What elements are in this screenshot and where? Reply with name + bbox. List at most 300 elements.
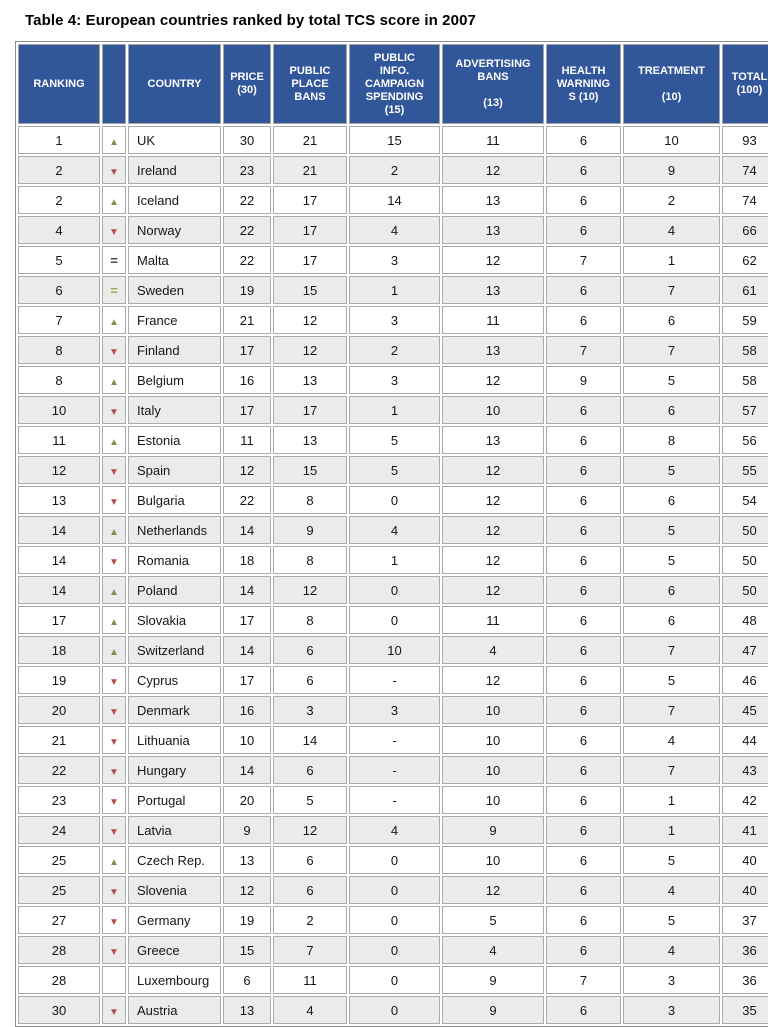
price-cell: 19 <box>223 276 271 304</box>
advertising-bans-cell: 11 <box>442 306 544 334</box>
treatment-cell: 1 <box>623 246 720 274</box>
treatment-cell: 4 <box>623 936 720 964</box>
ranking-cell: 4 <box>18 216 100 244</box>
country-cell: Switzerland <box>128 636 221 664</box>
total-cell: 37 <box>722 906 768 934</box>
public-place-bans-cell: 11 <box>273 966 347 994</box>
health-warnings-cell: 6 <box>546 636 621 664</box>
trend-cell <box>102 636 126 664</box>
total-cell: 48 <box>722 606 768 634</box>
health-warnings-cell: 7 <box>546 246 621 274</box>
ranking-cell: 12 <box>18 456 100 484</box>
table-row <box>18 906 768 934</box>
column-header-public-place-bans: PUBLIC PLACE BANS <box>273 44 347 124</box>
ranking-cell: 11 <box>18 426 100 454</box>
price-cell: 21 <box>223 306 271 334</box>
table-row <box>18 756 768 784</box>
country-cell: Sweden <box>128 276 221 304</box>
price-cell: 10 <box>223 726 271 754</box>
health-warnings-cell: 7 <box>546 336 621 364</box>
advertising-bans-cell: 12 <box>442 576 544 604</box>
public-place-bans-cell: 9 <box>273 516 347 544</box>
column-header-advertising-bans: ADVERTISING BANS (13) <box>442 44 544 124</box>
total-cell: 62 <box>722 246 768 274</box>
advertising-bans-cell: 12 <box>442 246 544 274</box>
health-warnings-cell: 6 <box>546 996 621 1024</box>
advertising-bans-cell: 10 <box>442 396 544 424</box>
health-warnings-cell: 6 <box>546 756 621 784</box>
total-cell: 56 <box>722 426 768 454</box>
country-cell: Malta <box>128 246 221 274</box>
down-arrow-icon: ▼ <box>109 946 119 958</box>
table-row <box>18 786 768 814</box>
trend-cell <box>102 396 126 424</box>
advertising-bans-cell: 12 <box>442 156 544 184</box>
country-cell: Germany <box>128 906 221 934</box>
health-warnings-cell: 6 <box>546 726 621 754</box>
table-row <box>18 546 768 574</box>
total-cell: 46 <box>722 666 768 694</box>
table-row <box>18 606 768 634</box>
tcs-score-table <box>15 41 768 1027</box>
health-warnings-cell: 6 <box>546 426 621 454</box>
treatment-cell: 3 <box>623 996 720 1024</box>
health-warnings-cell: 6 <box>546 546 621 574</box>
treatment-cell: 4 <box>623 876 720 904</box>
header-row <box>18 44 768 124</box>
advertising-bans-cell: 9 <box>442 966 544 994</box>
trend-cell <box>102 306 126 334</box>
trend-cell <box>102 336 126 364</box>
trend-cell <box>102 816 126 844</box>
treatment-cell: 8 <box>623 426 720 454</box>
up-arrow-icon: ▲ <box>109 526 119 538</box>
ranking-cell: 28 <box>18 936 100 964</box>
advertising-bans-cell: 10 <box>442 696 544 724</box>
country-cell: Portugal <box>128 786 221 814</box>
price-cell: 17 <box>223 396 271 424</box>
trend-cell <box>102 246 126 274</box>
ranking-cell: 14 <box>18 546 100 574</box>
public-info-spending-cell: 1 <box>349 396 440 424</box>
public-place-bans-cell: 3 <box>273 696 347 724</box>
total-cell: 93 <box>722 126 768 154</box>
public-place-bans-cell: 17 <box>273 246 347 274</box>
total-cell: 61 <box>722 276 768 304</box>
total-cell: 40 <box>722 846 768 874</box>
table-row <box>18 516 768 544</box>
public-info-spending-cell: 5 <box>349 426 440 454</box>
treatment-cell: 3 <box>623 966 720 994</box>
price-cell: 17 <box>223 336 271 364</box>
total-cell: 74 <box>722 156 768 184</box>
total-cell: 45 <box>722 696 768 724</box>
country-cell: Lithuania <box>128 726 221 754</box>
treatment-cell: 6 <box>623 306 720 334</box>
table-row <box>18 576 768 604</box>
table-row <box>18 936 768 964</box>
table-row <box>18 186 768 214</box>
trend-cell <box>102 756 126 784</box>
trend-cell <box>102 906 126 934</box>
public-place-bans-cell: 13 <box>273 426 347 454</box>
public-info-spending-cell: 0 <box>349 876 440 904</box>
public-place-bans-cell: 17 <box>273 186 347 214</box>
table-row <box>18 216 768 244</box>
public-info-spending-cell: 0 <box>349 576 440 604</box>
ranking-cell: 25 <box>18 846 100 874</box>
country-cell: Latvia <box>128 816 221 844</box>
advertising-bans-cell: 12 <box>442 546 544 574</box>
down-arrow-icon: ▼ <box>109 556 119 568</box>
treatment-cell: 1 <box>623 786 720 814</box>
up-arrow-icon: ▲ <box>109 646 119 658</box>
trend-cell <box>102 486 126 514</box>
trend-cell <box>102 426 126 454</box>
price-cell: 30 <box>223 126 271 154</box>
trend-cell <box>102 186 126 214</box>
country-cell: Romania <box>128 546 221 574</box>
health-warnings-cell: 6 <box>546 396 621 424</box>
total-cell: 57 <box>722 396 768 424</box>
price-cell: 12 <box>223 876 271 904</box>
public-place-bans-cell: 12 <box>273 336 347 364</box>
price-cell: 14 <box>223 756 271 784</box>
price-cell: 13 <box>223 846 271 874</box>
table-row <box>18 966 768 994</box>
public-info-spending-cell: 3 <box>349 246 440 274</box>
public-info-spending-cell: 3 <box>349 306 440 334</box>
ranking-cell: 28 <box>18 966 100 994</box>
up-arrow-icon: ▲ <box>109 616 119 628</box>
health-warnings-cell: 6 <box>546 696 621 724</box>
public-info-spending-cell: 4 <box>349 816 440 844</box>
total-cell: 54 <box>722 486 768 514</box>
ranking-cell: 14 <box>18 576 100 604</box>
public-info-spending-cell: 2 <box>349 156 440 184</box>
public-info-spending-cell: 15 <box>349 126 440 154</box>
column-header-health-warnings: HEALTH WARNING S (10) <box>546 44 621 124</box>
ranking-cell: 22 <box>18 756 100 784</box>
ranking-cell: 8 <box>18 336 100 364</box>
table-row <box>18 366 768 394</box>
public-place-bans-cell: 12 <box>273 816 347 844</box>
table-row <box>18 396 768 424</box>
health-warnings-cell: 6 <box>546 156 621 184</box>
country-cell: UK <box>128 126 221 154</box>
advertising-bans-cell: 13 <box>442 186 544 214</box>
table-title: Table 4: European countries ranked by total TCS score in 2007 <box>25 12 476 29</box>
public-place-bans-cell: 8 <box>273 486 347 514</box>
public-info-spending-cell: 2 <box>349 336 440 364</box>
advertising-bans-cell: 4 <box>442 636 544 664</box>
treatment-cell: 2 <box>623 186 720 214</box>
advertising-bans-cell: 13 <box>442 336 544 364</box>
health-warnings-cell: 6 <box>546 276 621 304</box>
health-warnings-cell: 6 <box>546 216 621 244</box>
ranking-cell: 17 <box>18 606 100 634</box>
advertising-bans-cell: 11 <box>442 126 544 154</box>
treatment-cell: 7 <box>623 276 720 304</box>
country-cell: Ireland <box>128 156 221 184</box>
total-cell: 43 <box>722 756 768 784</box>
health-warnings-cell: 6 <box>546 126 621 154</box>
treatment-cell: 9 <box>623 156 720 184</box>
trend-cell <box>102 366 126 394</box>
health-warnings-cell: 6 <box>546 486 621 514</box>
public-place-bans-cell: 14 <box>273 726 347 754</box>
up-arrow-icon: ▲ <box>109 136 119 148</box>
total-cell: 50 <box>722 576 768 604</box>
price-cell: 22 <box>223 186 271 214</box>
country-cell: Luxembourg <box>128 966 221 994</box>
table-header <box>18 44 768 124</box>
treatment-cell: 4 <box>623 726 720 754</box>
advertising-bans-cell: 12 <box>442 366 544 394</box>
trend-cell <box>102 216 126 244</box>
total-cell: 50 <box>722 546 768 574</box>
public-info-spending-cell: 3 <box>349 696 440 724</box>
health-warnings-cell: 6 <box>546 666 621 694</box>
total-cell: 35 <box>722 996 768 1024</box>
health-warnings-cell: 6 <box>546 786 621 814</box>
public-info-spending-cell: - <box>349 666 440 694</box>
price-cell: 14 <box>223 636 271 664</box>
ranking-cell: 30 <box>18 996 100 1024</box>
health-warnings-cell: 6 <box>546 606 621 634</box>
country-cell: Finland <box>128 336 221 364</box>
price-cell: 6 <box>223 966 271 994</box>
down-arrow-icon: ▼ <box>109 226 119 238</box>
public-place-bans-cell: 6 <box>273 756 347 784</box>
up-arrow-icon: ▲ <box>109 376 119 388</box>
table-row <box>18 456 768 484</box>
price-cell: 16 <box>223 366 271 394</box>
total-cell: 42 <box>722 786 768 814</box>
treatment-cell: 7 <box>623 336 720 364</box>
advertising-bans-cell: 12 <box>442 456 544 484</box>
advertising-bans-cell: 9 <box>442 996 544 1024</box>
advertising-bans-cell: 9 <box>442 816 544 844</box>
public-place-bans-cell: 8 <box>273 546 347 574</box>
down-arrow-icon: ▼ <box>109 406 119 418</box>
advertising-bans-cell: 10 <box>442 756 544 784</box>
trend-cell <box>102 516 126 544</box>
total-cell: 55 <box>722 456 768 484</box>
country-cell: Iceland <box>128 186 221 214</box>
country-cell: Poland <box>128 576 221 604</box>
country-cell: Cyprus <box>128 666 221 694</box>
country-cell: Denmark <box>128 696 221 724</box>
country-cell: Bulgaria <box>128 486 221 514</box>
public-info-spending-cell: 3 <box>349 366 440 394</box>
advertising-bans-cell: 10 <box>442 846 544 874</box>
health-warnings-cell: 6 <box>546 846 621 874</box>
ranking-cell: 23 <box>18 786 100 814</box>
treatment-cell: 6 <box>623 606 720 634</box>
public-place-bans-cell: 17 <box>273 396 347 424</box>
down-arrow-icon: ▼ <box>109 766 119 778</box>
down-arrow-icon: ▼ <box>109 1006 119 1018</box>
trend-cell <box>102 666 126 694</box>
public-place-bans-cell: 6 <box>273 666 347 694</box>
public-place-bans-cell: 5 <box>273 786 347 814</box>
table-row <box>18 156 768 184</box>
ranking-cell: 24 <box>18 816 100 844</box>
total-cell: 50 <box>722 516 768 544</box>
advertising-bans-cell: 12 <box>442 876 544 904</box>
public-place-bans-cell: 12 <box>273 306 347 334</box>
treatment-cell: 6 <box>623 576 720 604</box>
country-cell: Italy <box>128 396 221 424</box>
treatment-cell: 5 <box>623 546 720 574</box>
column-header-country: COUNTRY <box>128 44 221 124</box>
advertising-bans-cell: 10 <box>442 726 544 754</box>
health-warnings-cell: 6 <box>546 516 621 544</box>
treatment-cell: 6 <box>623 486 720 514</box>
total-cell: 36 <box>722 936 768 964</box>
table-row <box>18 126 768 154</box>
price-cell: 11 <box>223 426 271 454</box>
treatment-cell: 5 <box>623 456 720 484</box>
total-cell: 47 <box>722 636 768 664</box>
public-info-spending-cell: 0 <box>349 936 440 964</box>
trend-cell <box>102 786 126 814</box>
down-arrow-icon: ▼ <box>109 496 119 508</box>
price-cell: 19 <box>223 906 271 934</box>
up-arrow-icon: ▲ <box>109 856 119 868</box>
column-header-public-info-campaign-spending: PUBLIC INFO. CAMPAIGN SPENDING (15) <box>349 44 440 124</box>
health-warnings-cell: 6 <box>546 576 621 604</box>
down-arrow-icon: ▼ <box>109 166 119 178</box>
down-arrow-icon: ▼ <box>109 706 119 718</box>
column-header-treatment: TREATMENT (10) <box>623 44 720 124</box>
down-arrow-icon: ▼ <box>109 676 119 688</box>
public-place-bans-cell: 21 <box>273 126 347 154</box>
price-cell: 23 <box>223 156 271 184</box>
treatment-cell: 5 <box>623 906 720 934</box>
public-place-bans-cell: 15 <box>273 276 347 304</box>
table-row <box>18 486 768 514</box>
price-cell: 9 <box>223 816 271 844</box>
trend-cell <box>102 876 126 904</box>
treatment-cell: 5 <box>623 516 720 544</box>
health-warnings-cell: 6 <box>546 876 621 904</box>
public-place-bans-cell: 15 <box>273 456 347 484</box>
total-cell: 41 <box>722 816 768 844</box>
advertising-bans-cell: 4 <box>442 936 544 964</box>
price-cell: 13 <box>223 996 271 1024</box>
health-warnings-cell: 6 <box>546 306 621 334</box>
public-place-bans-cell: 13 <box>273 366 347 394</box>
treatment-cell: 7 <box>623 696 720 724</box>
down-arrow-icon: ▼ <box>109 796 119 808</box>
trend-cell <box>102 936 126 964</box>
health-warnings-cell: 6 <box>546 936 621 964</box>
price-cell: 12 <box>223 456 271 484</box>
up-arrow-icon: ▲ <box>109 196 119 208</box>
country-cell: Hungary <box>128 756 221 784</box>
public-info-spending-cell: 1 <box>349 276 440 304</box>
advertising-bans-cell: 12 <box>442 516 544 544</box>
ranking-cell: 21 <box>18 726 100 754</box>
health-warnings-cell: 9 <box>546 366 621 394</box>
public-place-bans-cell: 8 <box>273 606 347 634</box>
advertising-bans-cell: 13 <box>442 216 544 244</box>
table-row <box>18 246 768 274</box>
table-row <box>18 696 768 724</box>
public-place-bans-cell: 6 <box>273 636 347 664</box>
trend-cell <box>102 696 126 724</box>
treatment-cell: 10 <box>623 126 720 154</box>
trend-cell <box>102 726 126 754</box>
ranking-cell: 25 <box>18 876 100 904</box>
treatment-cell: 6 <box>623 396 720 424</box>
total-cell: 40 <box>722 876 768 904</box>
column-header-ranking: RANKING <box>18 44 100 124</box>
health-warnings-cell: 6 <box>546 186 621 214</box>
treatment-cell: 5 <box>623 846 720 874</box>
equal-icon: = <box>110 252 118 268</box>
public-info-spending-cell: 10 <box>349 636 440 664</box>
table-row <box>18 636 768 664</box>
health-warnings-cell: 6 <box>546 456 621 484</box>
country-cell: Slovenia <box>128 876 221 904</box>
trend-cell <box>102 576 126 604</box>
country-cell: Austria <box>128 996 221 1024</box>
total-cell: 58 <box>722 336 768 364</box>
advertising-bans-cell: 11 <box>442 606 544 634</box>
public-info-spending-cell: 0 <box>349 966 440 994</box>
ranking-cell: 5 <box>18 246 100 274</box>
price-cell: 14 <box>223 516 271 544</box>
public-place-bans-cell: 17 <box>273 216 347 244</box>
treatment-cell: 7 <box>623 756 720 784</box>
public-info-spending-cell: 14 <box>349 186 440 214</box>
health-warnings-cell: 6 <box>546 816 621 844</box>
down-arrow-icon: ▼ <box>109 736 119 748</box>
advertising-bans-cell: 12 <box>442 486 544 514</box>
ranking-cell: 14 <box>18 516 100 544</box>
price-cell: 18 <box>223 546 271 574</box>
treatment-cell: 4 <box>623 216 720 244</box>
treatment-cell: 7 <box>623 636 720 664</box>
public-place-bans-cell: 6 <box>273 876 347 904</box>
trend-cell <box>102 456 126 484</box>
price-cell: 17 <box>223 666 271 694</box>
country-cell: Czech Rep. <box>128 846 221 874</box>
down-arrow-icon: ▼ <box>109 346 119 358</box>
table-row <box>18 996 768 1024</box>
treatment-cell: 5 <box>623 366 720 394</box>
ranking-cell: 8 <box>18 366 100 394</box>
trend-cell <box>102 996 126 1024</box>
column-header-price: PRICE (30) <box>223 44 271 124</box>
public-place-bans-cell: 6 <box>273 846 347 874</box>
treatment-cell: 5 <box>623 666 720 694</box>
down-arrow-icon: ▼ <box>109 886 119 898</box>
public-place-bans-cell: 7 <box>273 936 347 964</box>
treatment-cell: 1 <box>623 816 720 844</box>
health-warnings-cell: 7 <box>546 966 621 994</box>
table-row <box>18 876 768 904</box>
up-arrow-icon: ▲ <box>109 586 119 598</box>
price-cell: 22 <box>223 486 271 514</box>
table-row <box>18 306 768 334</box>
price-cell: 22 <box>223 216 271 244</box>
public-place-bans-cell: 2 <box>273 906 347 934</box>
total-cell: 59 <box>722 306 768 334</box>
